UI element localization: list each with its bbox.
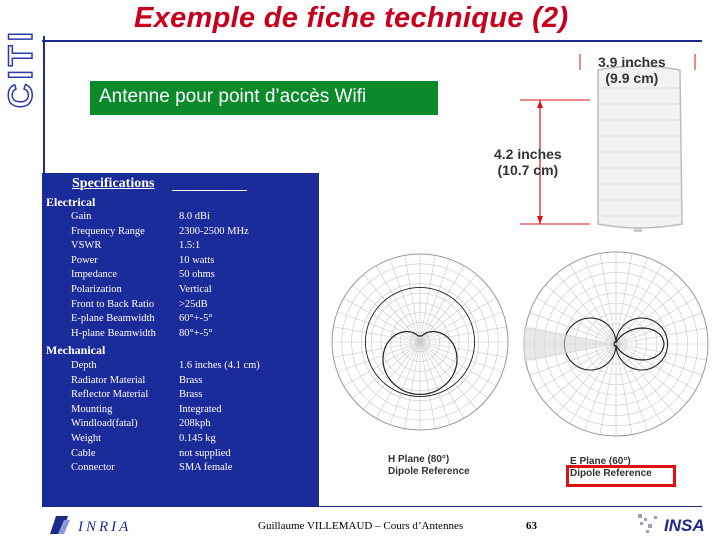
subtitle-banner: Antenne pour point d’accès Wifi xyxy=(90,81,438,115)
electrical-spec-key: Gain xyxy=(71,211,92,222)
mechanical-spec-key: Radiator Material xyxy=(71,374,146,386)
mechanical-spec-value: 208kph xyxy=(179,418,211,430)
mechanical-spec-key: Reflector Material xyxy=(71,389,149,401)
mechanical-spec-value: 0.145 kg xyxy=(179,433,216,444)
electrical-spec-key: Power xyxy=(71,254,98,266)
inria-logo xyxy=(44,512,164,538)
mechanical-spec-row xyxy=(42,403,319,417)
electrical-spec-row xyxy=(42,239,319,253)
insa-logo xyxy=(636,510,714,538)
inria-logo-text: INRIA xyxy=(78,519,132,535)
electrical-spec-value: >25dB xyxy=(179,298,208,310)
electrical-spec-value: 10 watts xyxy=(179,254,215,266)
mechanical-spec-value: 1.6 inches (4.1 cm) xyxy=(179,360,260,371)
insa-logo-text: INSA xyxy=(664,516,705,535)
electrical-spec-value: 60°+-5° xyxy=(179,313,213,325)
electrical-spec-key: E-plane Beamwidth xyxy=(71,313,155,325)
mechanical-spec-key: Depth xyxy=(71,360,97,371)
mechanical-spec-key: Weight xyxy=(71,433,102,444)
electrical-spec-key: Impedance xyxy=(71,269,118,281)
electrical-spec-row xyxy=(42,268,319,282)
electrical-spec-key: Frequency Range xyxy=(71,225,145,237)
h-plane-title: H Plane (80°) xyxy=(388,454,450,465)
footer-rule xyxy=(42,506,702,507)
mechanical-spec-value: Brass xyxy=(179,389,203,401)
height-cm: (10.7 cm) xyxy=(497,162,559,178)
mechanical-spec-row xyxy=(42,388,319,402)
dipole-reference-highlight xyxy=(566,465,676,487)
electrical-spec-value: 80°+-5° xyxy=(179,327,213,339)
specifications-heading-rule xyxy=(172,190,247,191)
page-number: 63 xyxy=(526,520,537,532)
e-plane-title: E Plane (60°) xyxy=(570,456,631,467)
mechanical-spec-row xyxy=(42,432,319,446)
electrical-spec-value: 1.5:1 xyxy=(179,240,201,252)
width-cm: (9.9 cm) xyxy=(605,70,659,86)
mechanical-spec-key: Connector xyxy=(71,462,115,474)
electrical-spec-value: 2300-2500 MHz xyxy=(179,225,249,237)
mechanical-spec-value: SMA female xyxy=(179,462,233,474)
electrical-spec-row xyxy=(42,327,319,341)
citi-logo xyxy=(0,0,42,136)
e-plane-reference: Dipole Reference xyxy=(570,468,652,479)
mechanical-spec-row xyxy=(42,374,319,388)
e-plane-polar-plot xyxy=(516,232,720,457)
mechanical-spec-row xyxy=(42,417,319,431)
mechanical-spec-value: Brass xyxy=(179,374,203,386)
electrical-spec-row xyxy=(42,254,319,268)
mechanical-spec-value: Integrated xyxy=(179,403,222,415)
height-dimension xyxy=(494,146,562,178)
electrical-spec-value: 50 ohms xyxy=(179,269,215,281)
electrical-spec-key: VSWR xyxy=(71,240,102,252)
electrical-spec-row xyxy=(42,225,319,239)
specifications-panel xyxy=(42,173,319,506)
electrical-spec-row xyxy=(42,210,319,224)
electrical-spec-row xyxy=(42,312,319,326)
mechanical-spec-row xyxy=(42,359,319,373)
mechanical-spec-key: Cable xyxy=(71,447,96,459)
footer-credit: Guillaume VILLEMAUD – Cours d’Antennes xyxy=(258,520,464,532)
mechanical-spec-value: not supplied xyxy=(179,447,231,459)
specifications-heading: Specifications xyxy=(72,176,155,191)
electrical-spec-key: Polarization xyxy=(71,284,122,295)
electrical-spec-key: Front to Back Ratio xyxy=(71,298,155,310)
electrical-spec-key: H-plane Beamwidth xyxy=(71,327,156,339)
height-inches: 4.2 inches xyxy=(494,146,562,162)
width-dimension xyxy=(598,54,666,86)
h-plane-reference: Dipole Reference xyxy=(388,466,470,477)
mechanical-spec-key: Windload(fatal) xyxy=(71,418,138,430)
h-plane-caption xyxy=(388,454,470,478)
h-plane-polar-plot xyxy=(326,232,514,457)
page-title: Exemple de fiche technique (2) xyxy=(134,2,569,34)
mechanical-spec-row xyxy=(42,447,319,461)
electrical-spec-value: Vertical xyxy=(179,284,212,295)
title-rule xyxy=(42,40,702,42)
mechanical-section-label: Mechanical xyxy=(46,343,106,357)
electrical-spec-row xyxy=(42,283,319,297)
mechanical-spec-key: Mounting xyxy=(71,403,113,415)
electrical-spec-value: 8.0 dBi xyxy=(179,211,210,222)
mechanical-spec-row xyxy=(42,461,319,475)
electrical-section-label: Electrical xyxy=(46,195,96,209)
electrical-spec-row xyxy=(42,298,319,312)
width-inches: 3.9 inches xyxy=(598,54,666,70)
side-logo-text: CITI xyxy=(2,27,40,109)
